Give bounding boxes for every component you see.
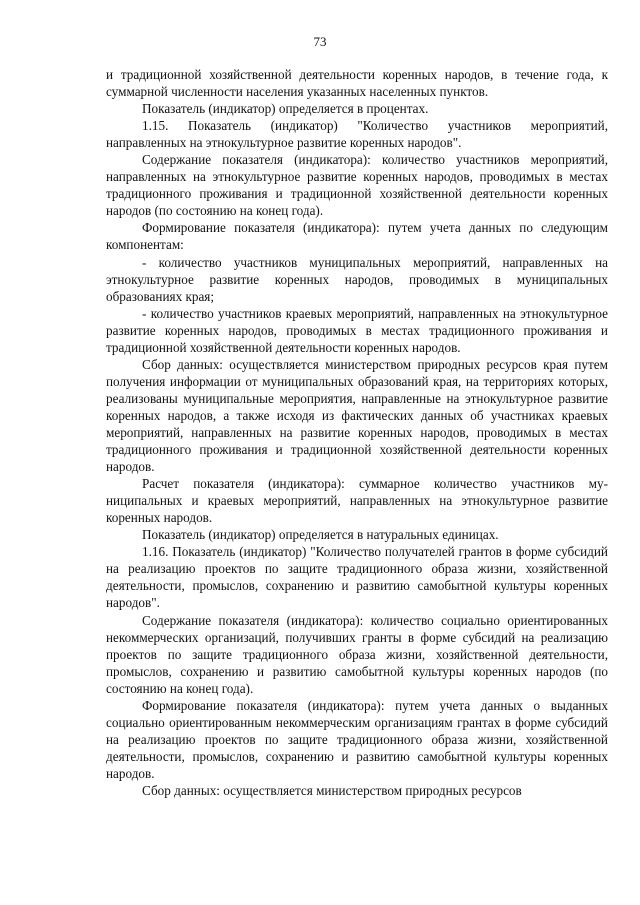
paragraph-continuation: и традиционной хозяйственной деятельности коренных народов, в течение года, к суммарной численности населения указанных населенных пунктов.: [106, 67, 608, 100]
paragraph: Сбор данных: осуществляется министерством природных ресурсов края путем получения информации от муниципальных образований края, на территориях которых, реализованы муниципальные мероприятия, направленные на этнокультурное развитие коренных народов, а также исходя из фактических данных об участниках краевых мероприятий, направленных на развитие коренных народов, проводимых в местах традиционного проживания и традиционной хозяйственной деятельности коренных народов.: [106, 356, 608, 475]
paragraph: Показатель (индикатор) определяется в натуральных единицах.: [142, 527, 499, 543]
paragraph: Расчет показателя (индикатора): суммарное количество участников муниципальных и краевых мероприятий, направленных на этнокультурное развитие коренных народов.: [106, 476, 608, 526]
indicator-heading-1-15: 1.15. Показатель (индикатор) "Количество участников мероприятий, направленных на этнокультурное развитие коренных народов".: [106, 118, 608, 151]
paragraph: Содержание показателя (индикатора): количество социально ориентированных некоммерческих организаций, получивших гранты в форме субсидий на реализацию проектов по защите традиционного образа жизни, хозяйственной деятельности, промыслов, сохранению и развитию самобытной культуры коренных народов (по состоянию на конец года).: [106, 612, 608, 696]
paragraph: Содержание показателя (индикатора): количество участников мероприятий, направленных на этнокультурное развитие коренных народов, проводимых в местах традиционного проживания и традиционной хозяйственной деятельности коренных народов (по состоянию на конец года).: [106, 152, 608, 219]
paragraph: Сбор данных: осуществляется министерством природных ресурсов: [142, 782, 522, 798]
paragraph: Формирование показателя (индикатора): путем учета данных по следующим компонентам:: [106, 220, 608, 253]
list-item: - количество участников муниципальных мероприятий, направленных на этнокультурное развитие коренных народов, проводимых в муниципальных образованиях края;: [106, 254, 608, 304]
list-item: - количество участников краевых мероприятий, направленных на этнокультурное развитие коренных народов, проводимых в местах традиционного проживания и традиционной хозяйственной деятельности коренных народов.: [106, 305, 608, 355]
body-text: [106, 66, 608, 799]
page-number: 73: [313, 34, 327, 49]
indicator-heading-1-16: 1.16. Показатель (индикатор) "Количество получателей грантов в форме субсидий на реализацию проектов по защите традиционного образа жизни, хозяйственной деятельности, промыслов, сохранению и развитию самобытной культуры коренных народов".: [106, 544, 608, 611]
paragraph: Показатель (индикатор) определяется в процентах.: [142, 101, 429, 117]
paragraph: Формирование показателя (индикатора): путем учета данных о выданных социально ориентированным некоммерческим организациям грантах в форме субсидий на реализацию проектов по защите традиционного образа жизни, хозяйственной деятельности, промыслов, сохранению и развитию самобытной культуры коренных народов.: [106, 697, 608, 781]
